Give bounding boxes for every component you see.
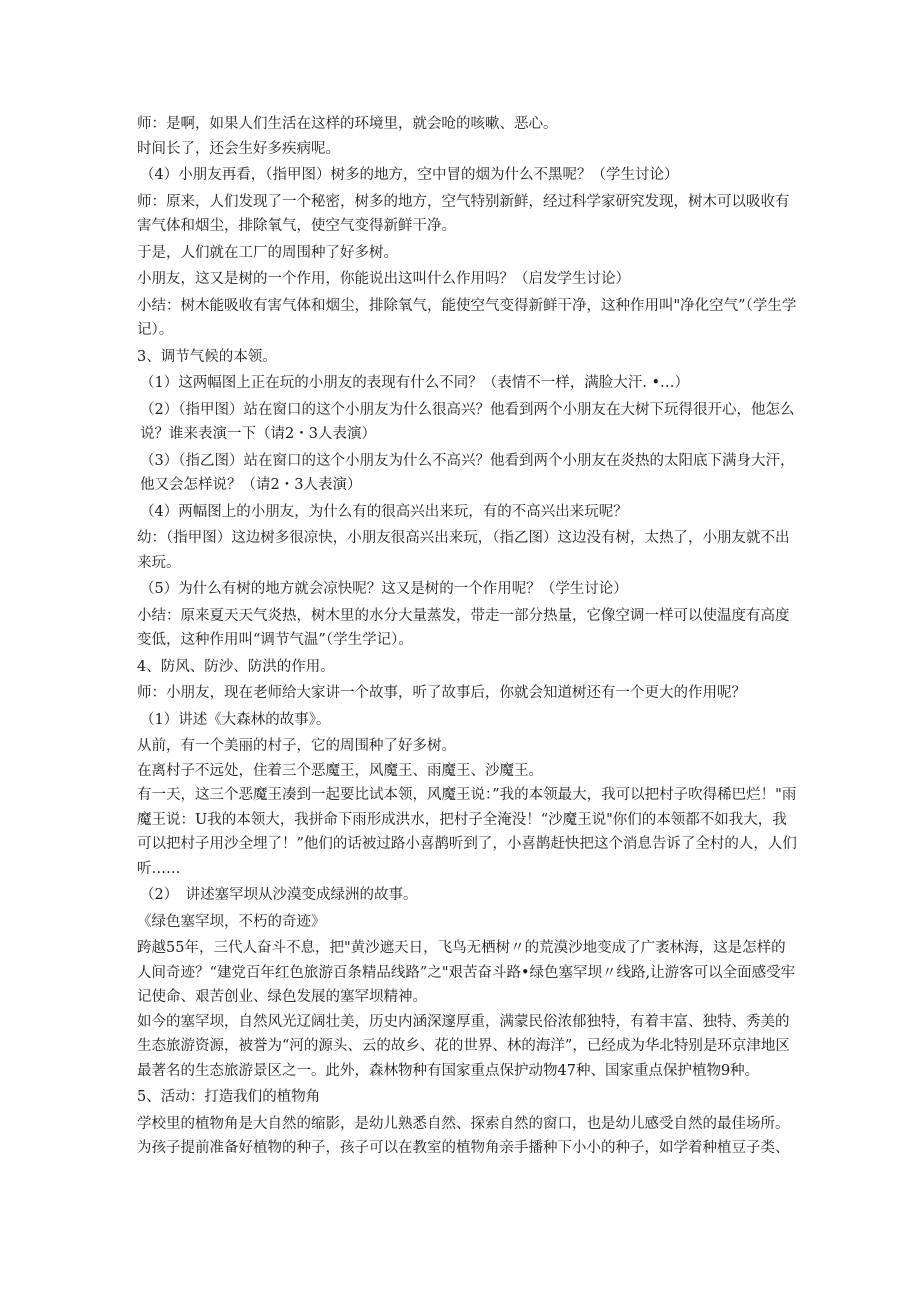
paragraph: 幼：（指甲图）这边树多很凉快，小朋友很高兴出来玩，（指乙图）这边没有树，太热了，小朋友就不出来玩。	[137, 530, 790, 571]
paragraph: 有一天，这三个恶魔王凑到一起要比试本领，风魔王说：”我的本领最大，我可以把村子吹得稀巴烂！"雨魔王说：U我的本领大，我拼命下雨形成洪水，把村子全淹没！“沙魔王说"你们的本领都不如我大，我可以把村子用沙全埋了！”他们的话被过路小喜鹊听到了，小喜鹊赶快把这个消息告诉了全村的人，人们听……	[137, 787, 797, 877]
section-heading: 3、调节气候的本领。	[137, 348, 277, 365]
paragraph: （2）（指甲图）站在窗口的这个小朋友为什么很高兴？他看到两个小朋友在大树下玩得很开心，他怎么说？谁来表演一下（请2・3人表演）	[140, 401, 795, 442]
paragraph: 在离村子不远处，住着三个恶魔王，风魔王、雨魔王、沙魔王。	[137, 762, 543, 779]
paragraph: 师：原来，人们发现了一个秘密，树多的地方，空气特别新鲜，经过科学家研究发现，树木可以吸收有害气体和烟尘，排除氧气，使空气变得新鲜干净。	[137, 193, 790, 234]
paragraph: （1）这两幅图上正在玩的小朋友的表现有什么不同？（表情不一样，满脸大汗. •…）	[140, 375, 689, 391]
document-page	[137, 112, 797, 1161]
paragraph: 小朋友，这又是树的一个作用，你能说出这叫什么作用吗？（启发学生讨论）	[137, 271, 630, 287]
paragraph: 时间长了，还会生好多疾病呢。	[137, 140, 340, 157]
paragraph: （1）讲述《大森林的故事》。	[140, 711, 331, 728]
paragraph: （4）小朋友再看，（指甲图）树多的地方，空中冒的烟为什么不黑呢？（学生讨论）	[140, 167, 679, 183]
paragraph: 学校里的植物角是大自然的缩影，是幼儿熟悉自然、探索自然的窗口，也是幼儿感受自然的最佳场所。为孩子提前准备好植物的种子，孩子可以在教室的植物角亲手播种下小小的种子，如学着种植豆子类、	[137, 1115, 790, 1156]
paragraph: （2） 讲述塞罕坝从沙漠变成绿洲的故事。	[140, 887, 418, 903]
paragraph: （5）为什么有树的地方就会凉快呢？这又是树的一个作用呢？（学生讨论）	[140, 581, 628, 597]
paragraph: （4）两幅图上的小朋友，为什么有的很高兴出来玩，有的不高兴出来玩呢？	[140, 503, 628, 520]
article-title: 《绿色塞罕坝，不朽的奇迹》	[137, 913, 326, 930]
paragraph: 师：是啊，如果人们生活在这样的环境里，就会呛的咳嗽、恶心。	[137, 116, 558, 132]
paragraph: （3）（指乙图）站在窗口的这个小朋友为什么不高兴？他看到两个小朋友在炎热的太阳底下满身大汗，他又会怎样说？（请2・3人表演）	[140, 452, 795, 493]
section-heading: 4、防风、防沙、防洪的作用。	[137, 658, 335, 675]
paragraph: 小结：树木能吸收有害气体和烟尘，排除氧气，能使空气变得新鲜干净，这种作用叫"净化空气”（学生学记）。	[137, 297, 797, 338]
paragraph: 从前，有一个美丽的村子，它的周围种了好多树。	[137, 738, 456, 754]
paragraph: 小结：原来夏天天气炎热，树木里的水分大量蒸发，带走一部分热量，它像空调一样可以使温度有高度变低，这种作用叫“调节气温”（学生学记）。	[137, 607, 790, 648]
paragraph: 如今的塞罕坝，自然风光辽阔壮美，历史内涵深邃厚重，满蒙民俗浓郁独特，有着丰富、独特、秀美的生态旅游资源，被誉为“河的源头、云的故乡、花的世界、林的海洋”，已经成为华北特别是环京津地区最著名的生态旅游景区之一。此外，森林物种有国家重点保护动物47种、国家重点保护植物9种。	[137, 1013, 790, 1079]
paragraph: 跨越55年，三代人奋斗不息，把"黄沙遮天日，飞鸟无栖树〃的荒漠沙地变成了广袤林海，这是怎样的人间奇迹？“建党百年红色旅游百条精品线路”之"艰苦奋斗路•绿色塞罕坝〃线路,让游客可以全面感受牢记使命、艰苦创业、绿色发展的塞罕坝精神。	[137, 940, 796, 1005]
section-heading: 5、活动：打造我们的植物角	[137, 1089, 321, 1105]
paragraph: 师：小朋友，现在老师给大家讲一个故事，听了故事后，你就会知道树还有一个更大的作用呢？	[137, 685, 746, 701]
paragraph: 于是，人们就在工厂的周围种了好多树。	[137, 244, 398, 261]
